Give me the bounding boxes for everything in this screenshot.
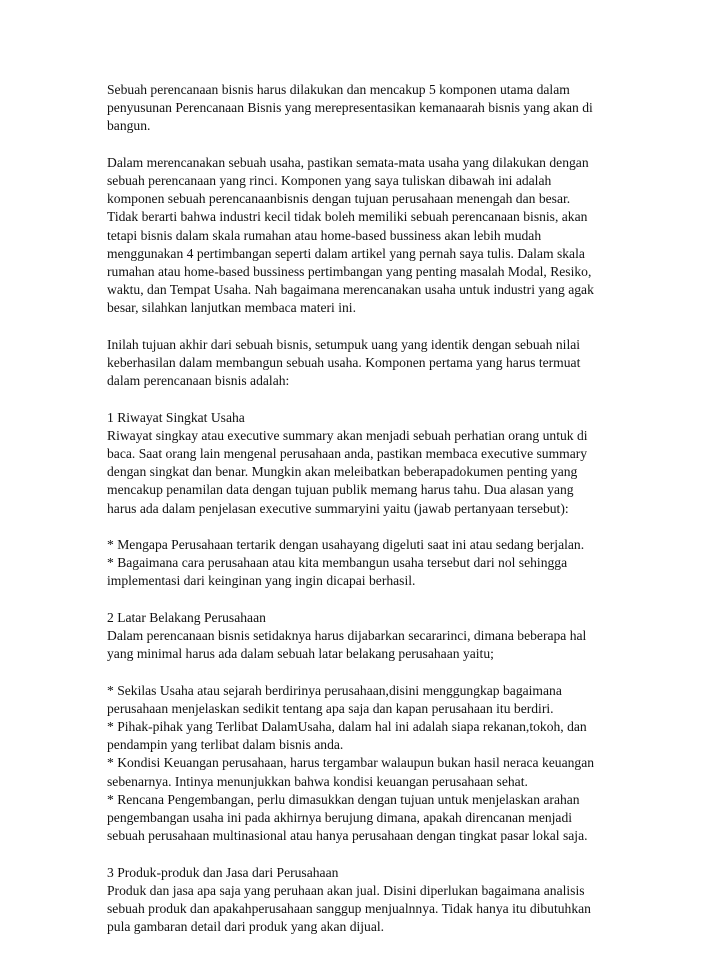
text-line: Dalam merencanakan sebuah usaha, pastikan semata-mata usaha yang dilakukan dengan bbox=[107, 154, 589, 170]
text-line: sebuah perusahaan multinasional atau hanya perusahaan dengan tingkat pasar lokal saja. bbox=[107, 828, 588, 844]
text-line: perusahaan menjelaskan sedikit tentang apa saja dan kapan perusahaan itu berdiri. bbox=[107, 700, 554, 716]
text-line: pendampin yang terlibat dalam bisnis anda. bbox=[107, 737, 344, 753]
section-heading: 2 Latar Belakang Perusahaan bbox=[107, 609, 266, 625]
text-line: rumahan atau home-based bussiness pertimbangan yang penting masalah Modal, Resiko, bbox=[107, 264, 592, 280]
section-riwayat-singkat-usaha bbox=[107, 409, 617, 518]
text-line: baca. Saat orang lain mengenal perusahaan anda, pastikan membaca executive summary bbox=[107, 446, 588, 462]
text-line: waktu, dan Tempat Usaha. Nah bagaimana merencanakan usaha untuk industri yang agak bbox=[107, 282, 594, 298]
text-line: Riwayat singkay atau executive summary akan menjadi sebuah perhatian orang untuk di bbox=[107, 427, 588, 443]
paragraph-intro bbox=[107, 81, 617, 136]
list-item: * Mengapa Perusahaan tertarik dengan usahayang digeluti saat ini atau sedang berjalan. bbox=[107, 537, 585, 553]
text-line: tetapi bisnis dalam skala rumahan atau home-based bussiness akan lebih mudah bbox=[107, 227, 542, 243]
document-page bbox=[107, 81, 617, 955]
text-line: keberhasilan dalam membangun sebuah usaha. Komponen pertama yang harus termuat bbox=[107, 355, 581, 371]
list-item: * Bagaimana cara perusahaan atau kita membangun usaha tersebut dari nol sehingga bbox=[107, 555, 568, 571]
text-line: besar, silahkan lanjutkan membaca materi ini. bbox=[107, 300, 356, 316]
bullet-list-questions bbox=[107, 536, 617, 591]
section-heading: 1 Riwayat Singkat Usaha bbox=[107, 409, 245, 425]
list-item: * Pihak-pihak yang Terlibat DalamUsaha, dalam hal ini adalah siapa rekanan,tokoh, dan bbox=[107, 719, 587, 735]
paragraph-goal bbox=[107, 336, 617, 391]
list-item: * Kondisi Keuangan perusahaan, harus tergambar walaupun bukan hasil neraca keuangan bbox=[107, 755, 595, 771]
text-line: Tidak berarti bahwa industri kecil tidak boleh memiliki sebuah perencanaan bisnis, akan bbox=[107, 209, 588, 225]
text-line: sebenarnya. Intinya menunjukkan bahwa kondisi keuangan perusahaan sehat. bbox=[107, 773, 528, 789]
text-line: pula gambaran detail dari produk yang akan dijual. bbox=[107, 919, 385, 935]
text-line: yang minimal harus ada dalam sebuah latar belakang perusahaan yaitu; bbox=[107, 646, 494, 662]
paragraph-planning bbox=[107, 154, 617, 318]
text-line: Sebuah perencanaan bisnis harus dilakukan dan mencakup 5 komponen utama dalam bbox=[107, 82, 570, 97]
text-line: mencakup penamilan data dengan tujuan publik memang harus tahu. Dua alasan yang bbox=[107, 482, 574, 498]
text-line: komponen sebuah perencanaanbisnis dengan tujuan perusahaan menengah dan besar. bbox=[107, 191, 571, 207]
section-latar-belakang bbox=[107, 609, 617, 664]
text-line: Produk dan jasa apa saja yang peruhaan akan jual. Disini diperlukan bagaimana analisis bbox=[107, 882, 585, 898]
section-heading: 3 Produk-produk dan Jasa dari Perusahaan bbox=[107, 864, 339, 880]
text-line: sebuah produk dan apakahperusahaan sanggup menjualnnya. Tidak hanya itu dibutuhkan bbox=[107, 901, 591, 917]
text-line: Inilah tujuan akhir dari sebuah bisnis, setumpuk uang yang identik dengan sebuah nilai bbox=[107, 336, 581, 352]
text-line: dengan singkat dan benar. Mungkin akan meleibatkan beberapadokumen penting yang bbox=[107, 464, 578, 480]
list-item: * Rencana Pengembangan, perlu dimasukkan dengan tujuan untuk menjelaskan arahan bbox=[107, 791, 580, 807]
text-line: pengembangan usaha ini pada akhirnya berujung dimana, apakah direncanan menjadi bbox=[107, 810, 573, 826]
section-produk-jasa bbox=[107, 864, 617, 937]
text-line: Dalam perencanaan bisnis setidaknya harus dijabarkan secararinci, dimana beberapa hal bbox=[107, 628, 587, 644]
text-line: menggunakan 4 pertimbangan seperti dalam artikel yang pernah saya tulis. Dalam skala bbox=[107, 245, 585, 261]
text-line: sebuah perencanaan yang rinci. Komponen yang saya tuliskan dibawah ini adalah bbox=[107, 173, 552, 188]
bullet-list-background bbox=[107, 682, 617, 846]
text-line: penyusunan Perencanaan Bisnis yang merepresentasikan kemanaarah bisnis yang akan di bbox=[107, 100, 593, 116]
text-line: bangun. bbox=[107, 118, 151, 134]
list-item: * Sekilas Usaha atau sejarah berdirinya perusahaan,disini menggungkap bagaimana bbox=[107, 682, 562, 698]
text-line: harus ada dalam penjelasan executive summaryini yaitu (jawab pertanyaan tersebut): bbox=[107, 500, 569, 516]
text-line: dalam perencanaan bisnis adalah: bbox=[107, 373, 290, 389]
text-line: implementasi dari keinginan yang ingin dicapai berhasil. bbox=[107, 573, 416, 589]
